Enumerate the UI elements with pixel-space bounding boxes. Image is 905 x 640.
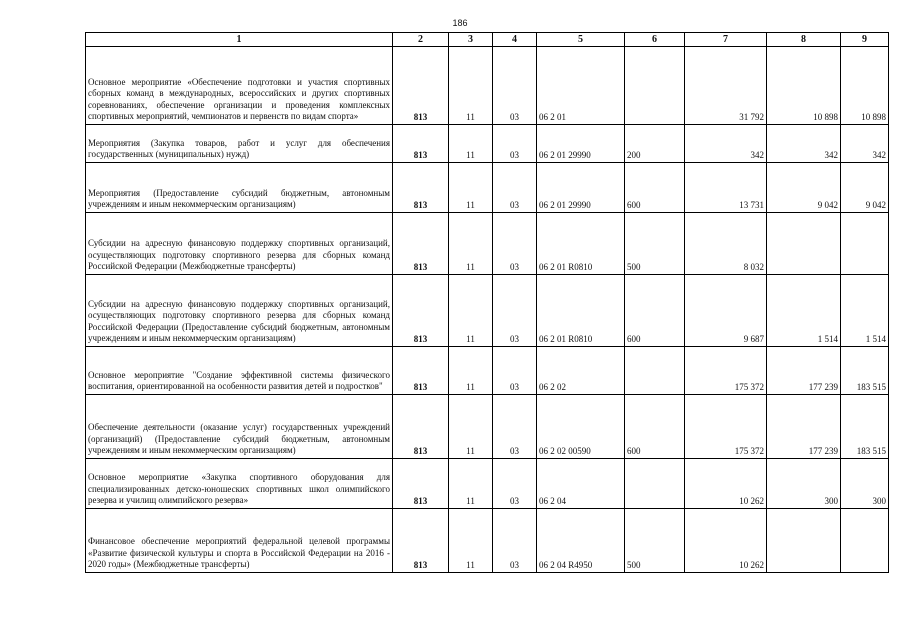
cell-target-article: 06 2 01 [537,47,625,125]
column-header: 5 [537,33,625,47]
cell-amount-year3 [841,213,889,275]
cell-ministry-code: 813 [393,125,449,163]
cell-amount-year1: 175 372 [685,395,767,459]
table-row [86,47,889,125]
column-header: 9 [841,33,889,47]
row-description: Субсидии на адресную финансовую поддержку спортивных организаций, осуществляющих подготовку спортивного резерва для сборных команд Российской Федерации (Межбюджетные трансферты) [86,213,393,275]
cell-target-article: 06 2 04 [537,459,625,509]
cell-amount-year2: 300 [767,459,841,509]
cell-target-article: 06 2 02 00590 [537,395,625,459]
budget-table [85,32,889,573]
cell-section: 11 [449,163,493,213]
cell-expense-type [625,459,685,509]
cell-amount-year1: 342 [685,125,767,163]
cell-ministry-code: 813 [393,163,449,213]
cell-amount-year1: 31 792 [685,47,767,125]
row-description: Финансовое обеспечение мероприятий федеральной целевой программы «Развитие физической культуры и спорта в Российской Федерации на 2016 - 2020 годы» (Межбюджетные трансферты) [86,509,393,573]
row-description: Основное мероприятие «Закупка спортивного оборудования для специализированных детско-юношеских спортивных школ олимпийского резерва и училищ олимпийского резерва» [86,459,393,509]
cell-section: 11 [449,125,493,163]
cell-section: 11 [449,213,493,275]
cell-target-article: 06 2 02 [537,347,625,395]
cell-amount-year3: 183 515 [841,347,889,395]
cell-amount-year1: 8 032 [685,213,767,275]
cell-subsection: 03 [493,213,537,275]
cell-amount-year3: 10 898 [841,47,889,125]
cell-amount-year2: 1 514 [767,275,841,347]
row-description: Основное мероприятие «Обеспечение подготовки и участия спортивных сборных команд в международных, всероссийских и других спортивных соревнованиях, обеспечение организации и проведения комплексных спортивных мероприятий, чемпионатов и первенств по видам спорта» [86,47,393,125]
cell-amount-year3 [841,509,889,573]
cell-amount-year3: 183 515 [841,395,889,459]
column-header: 2 [393,33,449,47]
cell-subsection: 03 [493,509,537,573]
cell-ministry-code: 813 [393,275,449,347]
cell-amount-year2: 177 239 [767,347,841,395]
cell-section: 11 [449,275,493,347]
table-row [86,509,889,573]
cell-amount-year1: 175 372 [685,347,767,395]
cell-subsection: 03 [493,275,537,347]
cell-target-article: 06 2 01 R0810 [537,275,625,347]
cell-amount-year3: 300 [841,459,889,509]
column-header: 7 [685,33,767,47]
cell-amount-year2 [767,213,841,275]
cell-target-article: 06 2 01 29990 [537,125,625,163]
cell-subsection: 03 [493,47,537,125]
cell-expense-type: 600 [625,275,685,347]
row-description: Обеспечение деятельности (оказание услуг) государственных учреждений (организаций) (Предоставление субсидий бюджетным, автономным учреждениям и иным некоммерческим организациям) [86,395,393,459]
cell-expense-type [625,47,685,125]
cell-amount-year3: 1 514 [841,275,889,347]
cell-target-article: 06 2 01 R0810 [537,213,625,275]
cell-target-article: 06 2 04 R4950 [537,509,625,573]
cell-section: 11 [449,395,493,459]
cell-ministry-code: 813 [393,347,449,395]
cell-ministry-code: 813 [393,395,449,459]
cell-amount-year3: 342 [841,125,889,163]
cell-amount-year2: 9 042 [767,163,841,213]
cell-amount-year1: 9 687 [685,275,767,347]
table-row [86,163,889,213]
row-description: Мероприятия (Закупка товаров, работ и услуг для обеспечения государственных (муниципальных) нужд) [86,125,393,163]
cell-subsection: 03 [493,125,537,163]
row-description: Основное мероприятие "Создание эффективной системы физического воспитания, ориентированной на особенности развития детей и подростков" [86,347,393,395]
cell-expense-type: 600 [625,163,685,213]
cell-ministry-code: 813 [393,459,449,509]
cell-amount-year1: 13 731 [685,163,767,213]
cell-section: 11 [449,509,493,573]
table-row [86,125,889,163]
cell-ministry-code: 813 [393,509,449,573]
table-row [86,213,889,275]
column-header: 1 [86,33,393,47]
table-row [86,395,889,459]
cell-subsection: 03 [493,459,537,509]
cell-section: 11 [449,47,493,125]
cell-ministry-code: 813 [393,47,449,125]
cell-section: 11 [449,347,493,395]
row-description: Субсидии на адресную финансовую поддержку спортивных организаций, осуществляющих подготовку спортивного резерва для сборных команд Российской Федерации (Предоставление субсидий бюджетным, автономным учреждениям и иным некоммерческим организациям) [86,275,393,347]
cell-amount-year2 [767,509,841,573]
table-row [86,347,889,395]
cell-section: 11 [449,459,493,509]
table-row [86,275,889,347]
cell-amount-year2: 177 239 [767,395,841,459]
cell-subsection: 03 [493,347,537,395]
column-header: 6 [625,33,685,47]
cell-subsection: 03 [493,163,537,213]
cell-amount-year1: 10 262 [685,459,767,509]
cell-amount-year3: 9 042 [841,163,889,213]
cell-subsection: 03 [493,395,537,459]
table-row [86,459,889,509]
column-header: 3 [449,33,493,47]
cell-expense-type [625,347,685,395]
cell-target-article: 06 2 01 29990 [537,163,625,213]
cell-expense-type: 500 [625,509,685,573]
row-description: Мероприятия (Предоставление субсидий бюджетным, автономным учреждениям и иным некоммерческим организациям) [86,163,393,213]
cell-expense-type: 200 [625,125,685,163]
column-header: 8 [767,33,841,47]
cell-amount-year1: 10 262 [685,509,767,573]
cell-expense-type: 500 [625,213,685,275]
column-header: 4 [493,33,537,47]
page-number: 186 [452,18,468,28]
cell-amount-year2: 10 898 [767,47,841,125]
cell-expense-type: 600 [625,395,685,459]
cell-ministry-code: 813 [393,213,449,275]
cell-amount-year2: 342 [767,125,841,163]
header-row [86,33,889,47]
